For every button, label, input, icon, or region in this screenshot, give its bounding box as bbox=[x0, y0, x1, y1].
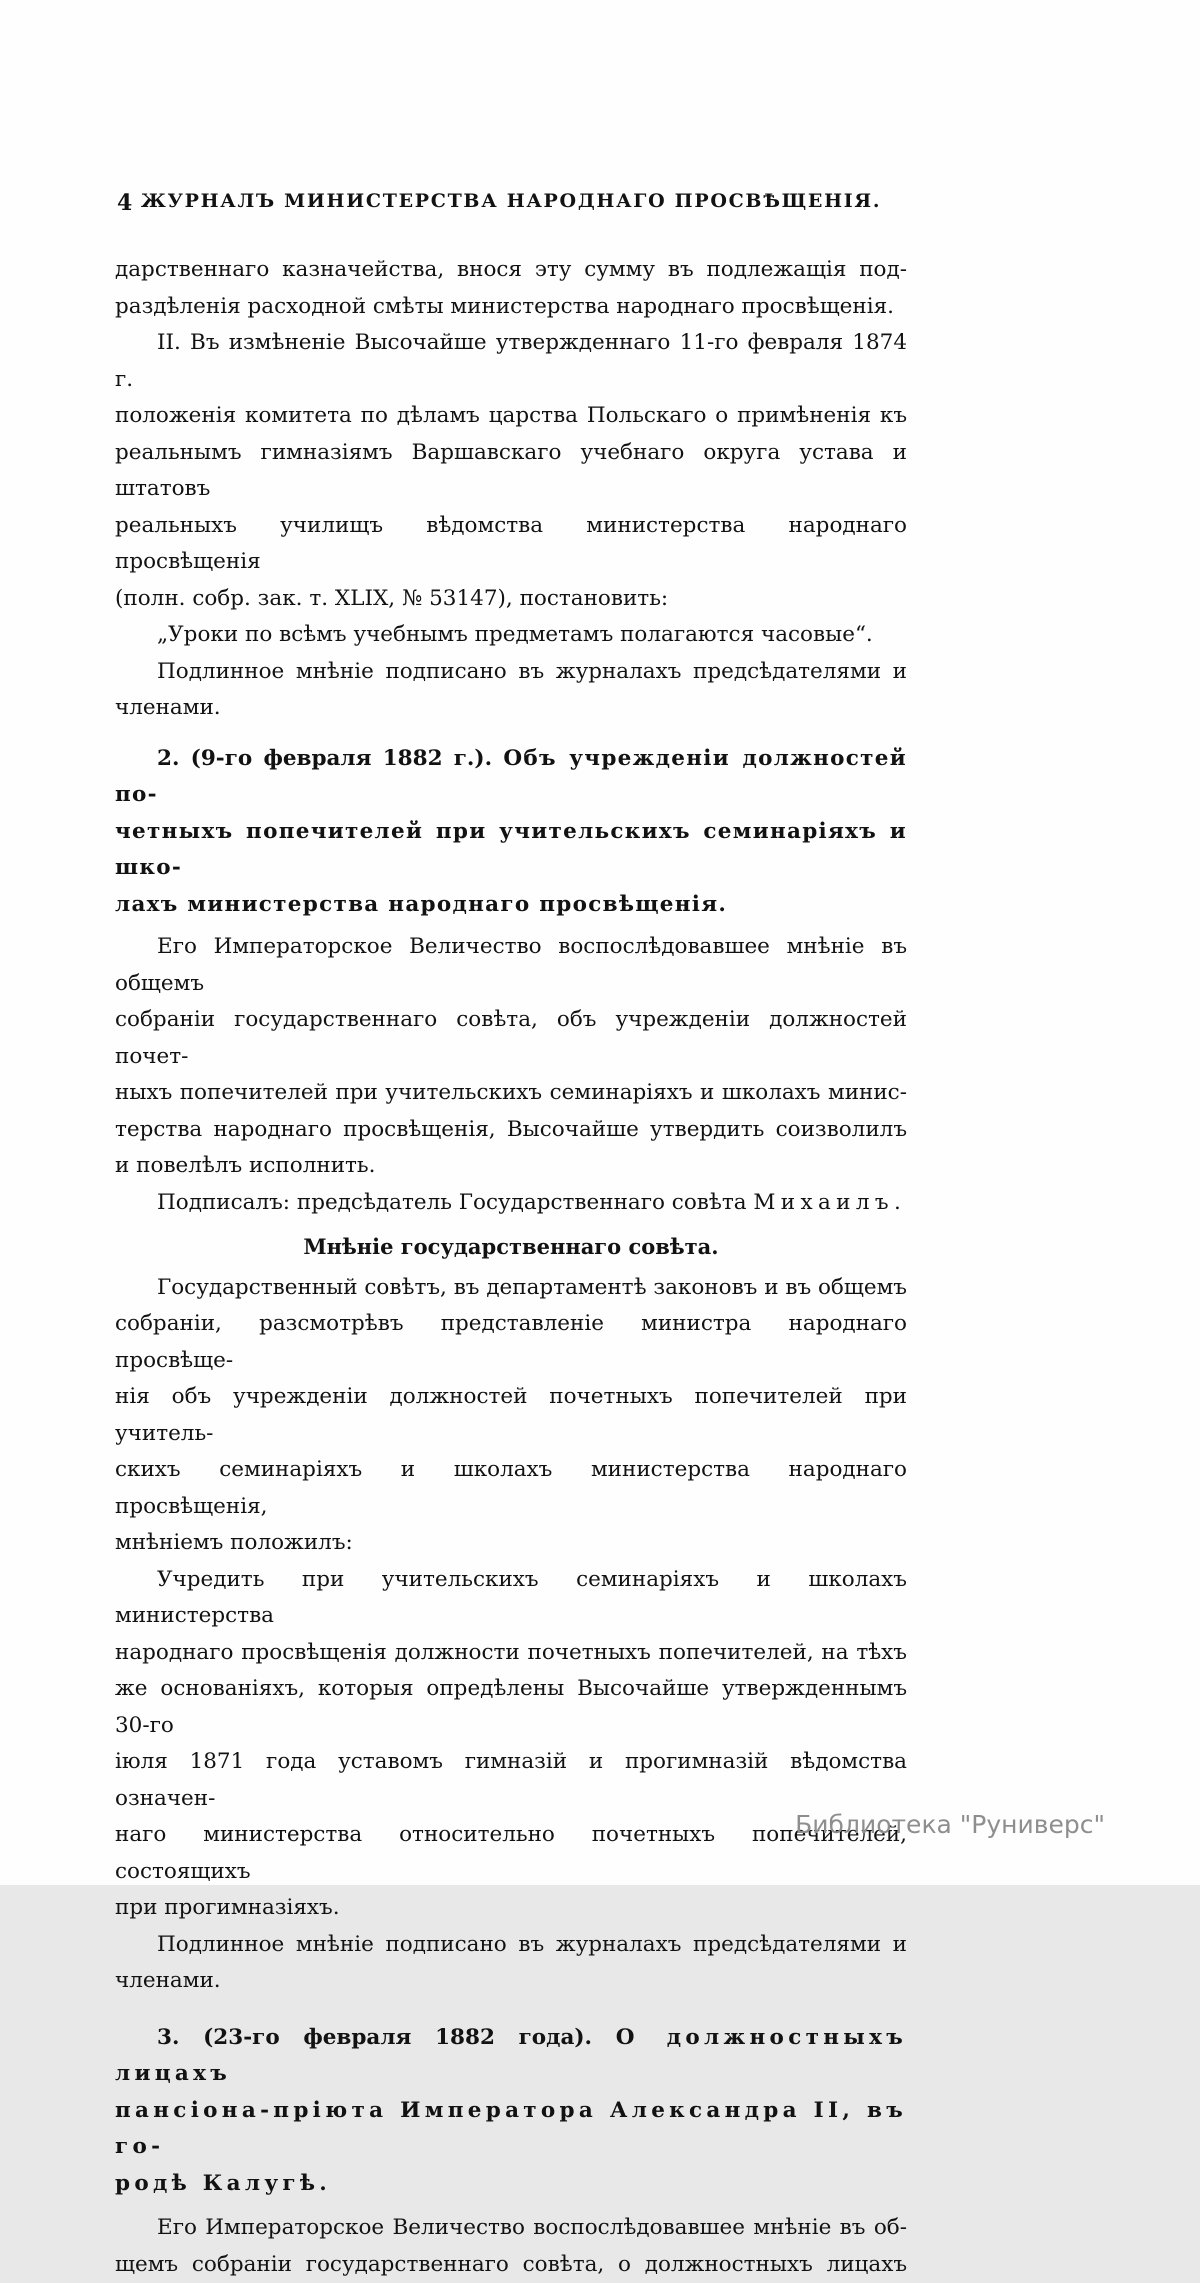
text-line: реальныхъ училищъ вѣдомства министерства народнаго просвѣщенія bbox=[115, 508, 907, 581]
paragraph-continuation bbox=[115, 252, 907, 325]
paragraph-decree-II bbox=[115, 325, 907, 617]
signature-name: Михаилъ bbox=[753, 1190, 894, 1215]
paragraph-resolution bbox=[115, 1562, 907, 1927]
section-heading-3 bbox=[115, 2020, 907, 2203]
paragraph-imperial-opinion-2 bbox=[115, 2210, 907, 2283]
heading-line bbox=[115, 2020, 907, 2093]
text-line: собраніи государственнаго совѣта, объ учрежденіи должностей почет- bbox=[115, 1002, 907, 1075]
text-line: реальнымъ гимназіямъ Варшавскаго учебнаго округа устава и штатовъ bbox=[115, 435, 907, 508]
text-line: и повелѣлъ исполнить. bbox=[115, 1148, 907, 1185]
paragraph-signed-note bbox=[115, 654, 907, 727]
text-line: „Уроки по всѣмъ учебнымъ предметамъ полагаются часовые“. bbox=[115, 617, 907, 654]
text-line: наго министерства относительно почетныхъ попечителей, состоящихъ bbox=[115, 1817, 907, 1890]
text-line: щемъ собраніи государственнаго совѣта, о должностныхъ лицахъ bbox=[115, 2247, 907, 2283]
text-line: дарственнаго казначейства, внося эту сумму въ подлежащія под- bbox=[115, 252, 907, 289]
text-line: раздѣленія расходной смѣты министерства народнаго просвѣщенія. bbox=[115, 289, 907, 326]
paragraph-quote bbox=[115, 617, 907, 654]
text-line: Его Императорское Величество воспослѣдовавшее мнѣніе въ общемъ bbox=[115, 929, 907, 1002]
running-title: ЖУРНАЛЪ МИНИСТЕРСТВА НАРОДНАГО ПРОСВѢЩЕНІЯ. bbox=[115, 190, 907, 212]
text-line: положенія комитета по дѣламъ царства Польскаго о примѣненія къ bbox=[115, 398, 907, 435]
text-column bbox=[115, 252, 907, 2283]
library-watermark: Библиотека "Руниверс" bbox=[795, 1810, 1105, 1839]
heading-line: родѣ Калугѣ. bbox=[115, 2166, 907, 2203]
text-line: мнѣніемъ положилъ: bbox=[115, 1525, 907, 1562]
text-line: собраніи, разсмотрѣвъ представленіе министра народнаго просвѣще- bbox=[115, 1306, 907, 1379]
page-header bbox=[115, 190, 907, 218]
section-heading-2 bbox=[115, 741, 907, 924]
signature-text: Подписалъ: предсѣдатель Государственнаго совѣта bbox=[157, 1190, 753, 1215]
text-line: членами. bbox=[115, 690, 907, 727]
text-line: ныхъ попечителей при учительскихъ семинаріяхъ и школахъ минис- bbox=[115, 1075, 907, 1112]
page-number: 4 bbox=[117, 190, 132, 216]
text-line: нія объ учрежденіи должностей почетныхъ попечителей при учитель- bbox=[115, 1379, 907, 1452]
heading-line: пансіона-пріюта Императора Александра II, въ го- bbox=[115, 2093, 907, 2166]
text-line bbox=[115, 1185, 907, 1222]
text-line: Его Императорское Величество воспослѣдовавшее мнѣніе въ об- bbox=[115, 2210, 907, 2247]
heading-subject: Объ учрежденіи должностей по- bbox=[115, 746, 907, 808]
paragraph-imperial-opinion bbox=[115, 929, 907, 1185]
heading-line: четныхъ попечителей при учительскихъ семинаріяхъ и шко- bbox=[115, 814, 907, 887]
text-line: народнаго просвѣщенія должности почетныхъ попечителей, на тѣхъ bbox=[115, 1635, 907, 1672]
text-line: II. Въ измѣненіе Высочайше утвержденнаго 11-го февраля 1874 г. bbox=[115, 325, 907, 398]
signature-period: . bbox=[894, 1190, 901, 1215]
text-line: членами. bbox=[115, 1963, 907, 2000]
text-line: Подлинное мнѣніе подписано въ журналахъ предсѣдателями и bbox=[115, 654, 907, 691]
text-line: же основаніяхъ, которыя опредѣлены Высочайше утвержденнымъ 30-го bbox=[115, 1671, 907, 1744]
paragraph-signature bbox=[115, 1185, 907, 1222]
text-line: (полн. собр. зак. т. XLIX, № 53147), постановить: bbox=[115, 581, 907, 618]
text-line: Учредить при учительскихъ семинаріяхъ и школахъ министерства bbox=[115, 1562, 907, 1635]
text-line: скихъ семинаріяхъ и школахъ министерства народнаго просвѣщенія, bbox=[115, 1452, 907, 1525]
subheading-state-council-opinion: Мнѣніе государственнаго совѣта. bbox=[115, 1229, 907, 1266]
heading-line: лахъ министерства народнаго просвѣщенія. bbox=[115, 887, 907, 924]
paragraph-signed-note-2 bbox=[115, 1927, 907, 2000]
text-line: іюля 1871 года уставомъ гимназій и прогимназій вѣдомства означен- bbox=[115, 1744, 907, 1817]
heading-subject: О должностныхъ лицахъ bbox=[115, 2025, 907, 2087]
text-line: терства народнаго просвѣщенія, Высочайше утвердить соизволилъ bbox=[115, 1112, 907, 1149]
heading-date: 2. (9-го февраля 1882 г.). bbox=[157, 746, 492, 771]
text-line: Подлинное мнѣніе подписано въ журналахъ предсѣдателями и bbox=[115, 1927, 907, 1964]
paragraph-council-review bbox=[115, 1270, 907, 1562]
heading-date: 3. (23-го февраля 1882 года). bbox=[157, 2025, 592, 2050]
heading-line bbox=[115, 741, 907, 814]
text-line: при прогимназіяхъ. bbox=[115, 1890, 907, 1927]
text-line: Государственный совѣтъ, въ департаментѣ законовъ и въ общемъ bbox=[115, 1270, 907, 1307]
